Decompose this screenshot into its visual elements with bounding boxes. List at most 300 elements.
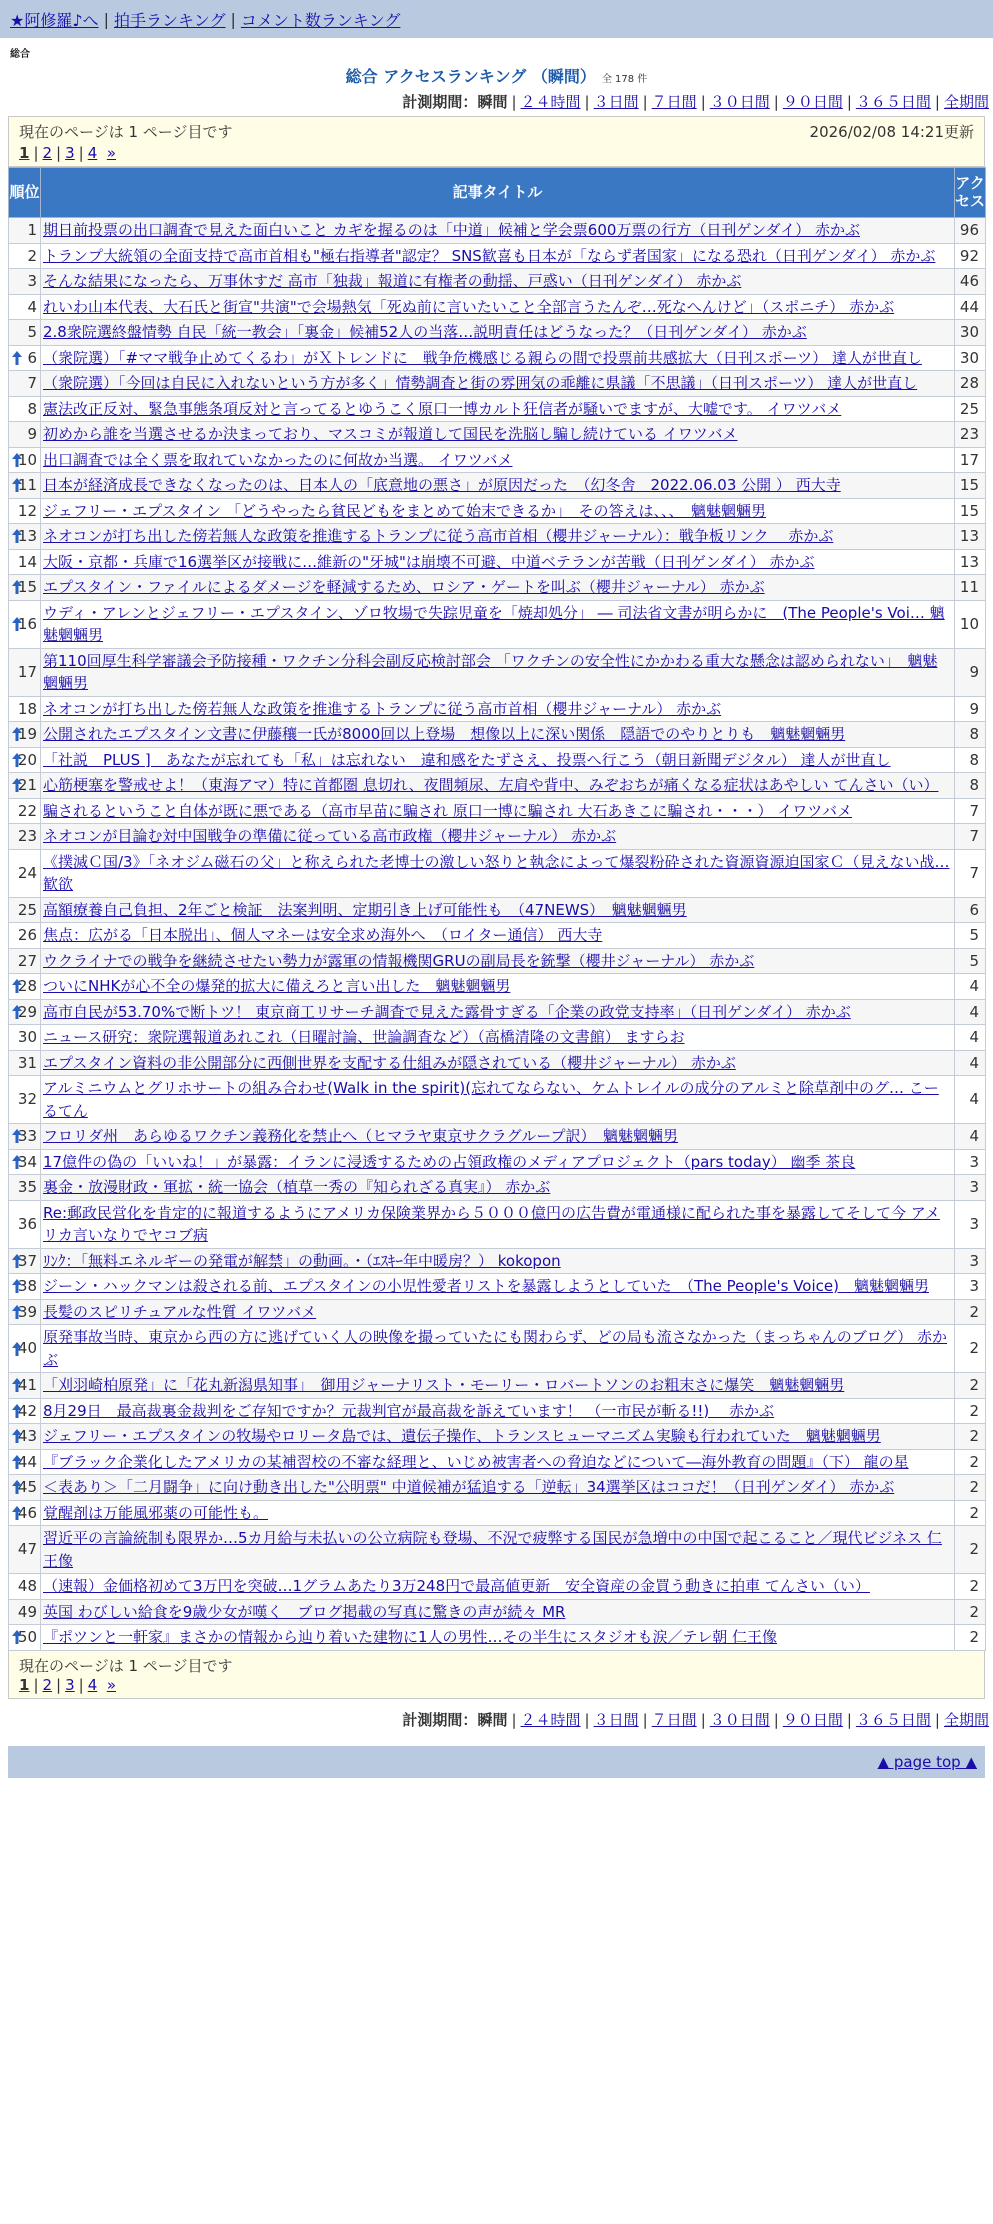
period-separator: | (642, 93, 648, 111)
title-cell (41, 824, 955, 850)
rank-number: 11 (17, 476, 37, 494)
rank-cell (9, 1175, 41, 1201)
table-row (9, 1398, 986, 1424)
article-link[interactable]: フロリダ州 あらゆるワクチン義務化を禁止へ（ヒマラヤ東京サクラグループ訳） 魑魅魍魎男 (43, 1127, 678, 1145)
period-link[interactable]: ３６５日間 (855, 1710, 931, 1729)
period-current: 瞬間 (477, 93, 508, 111)
access-count: 2 (955, 1500, 986, 1526)
rank-up-arrow-icon (12, 1404, 22, 1418)
article-link[interactable]: 《撲滅Ｃ国/3》「ネオジム磁石の父」と称えられた老博士の激しい怒りと執念によって爆裂粉砕された資源資源迫国家Ｃ（見えない战… 歓欲 (43, 852, 950, 893)
article-link[interactable]: 17億件の偽の「いいね！」が暴露：イランに浸透するための占領政権のメディアプロジェクト（pars today） 幽季 茶良 (43, 1152, 856, 1171)
period-link[interactable]: ９０日間 (782, 1710, 843, 1729)
rank-number: 9 (27, 425, 37, 443)
rank-cell (9, 1076, 41, 1124)
title-cell (41, 320, 955, 346)
period-link[interactable]: ３６５日間 (855, 93, 931, 111)
access-count: 30 (955, 320, 986, 346)
table-row (9, 897, 986, 923)
rank-cell (9, 473, 41, 499)
rank-cell (9, 849, 41, 897)
item-count: 全 178 件 (601, 74, 648, 85)
article-link[interactable]: 期日前投票の出口調査で見えた面白いこと カギを握るのは「中道」候補と学会票600万票の行方（日刊ゲンダイ） 赤かぶ (43, 221, 860, 239)
access-count: 2 (955, 1424, 986, 1450)
article-link[interactable]: 英国 わびしい給食を9歳少女が嘆く ブログ掲載の写真に驚きの声が続々 MR (43, 1602, 566, 1621)
page-link[interactable]: 2 (42, 144, 53, 162)
pager-bottom (8, 1651, 985, 1699)
updated-timestamp: 2026/02/08 14:21更新 (809, 123, 974, 141)
rank-cell (9, 1149, 41, 1175)
article-link[interactable]: 出口調査では全く票を取れていなかったのに何故か当選。 イワツバメ (43, 450, 513, 469)
article-link[interactable]: ついにNHKが心不全の爆発的拡大に備えろと言い出した 魑魅魍魎男 (43, 977, 511, 995)
table-row (9, 1449, 986, 1475)
article-link[interactable]: れいわ山本代表、大石氏と街宣"共演"で会場熱気「死ぬ前に言いたいこと全部言うたんぞ…死なへんけど」（スポニチ） 赤かぶ (43, 297, 895, 316)
rank-number: 3 (27, 272, 37, 290)
table-row (9, 1248, 986, 1274)
period-link[interactable]: ３０日間 (709, 93, 770, 111)
access-count: 2 (955, 1325, 986, 1373)
table-row (9, 1175, 986, 1201)
rank-number: 33 (17, 1127, 37, 1145)
title-cell (41, 798, 955, 824)
title-cell (41, 948, 955, 974)
table-row (9, 1325, 986, 1373)
rank-cell (9, 575, 41, 601)
article-link[interactable]: 「社説 PLUS ] あなたが忘れても「私」は忘れない 違和感をたずさえ、投票へ行こう（朝日新聞デジタル） 達人が世直し (43, 750, 891, 769)
table-row (9, 1500, 986, 1526)
rank-cell (9, 345, 41, 371)
period-separator: | (511, 93, 517, 111)
article-link[interactable]: そんな結果になったら、万事休すだ 高市「独裁」報道に有権者の動揺、戸惑い（日刊ゲンダイ） 赤かぶ (43, 272, 742, 290)
rank-up-arrow-icon (12, 453, 22, 467)
rank-cell (9, 1449, 41, 1475)
rank-up-arrow-icon (12, 1305, 22, 1319)
article-link[interactable]: 長髪のスピリチュアルな性質 イワツバメ (43, 1302, 317, 1321)
rank-up-arrow-icon (12, 1129, 22, 1143)
rank-cell (9, 1526, 41, 1574)
title-cell (41, 1373, 955, 1399)
article-link[interactable]: 大阪・京都・兵庫で16選挙区が接戦に…維新の"牙城"は崩壊不可避、中道ベテランが苦戦（日刊ゲンダイ） 赤かぶ (43, 552, 815, 571)
table-row (9, 1299, 986, 1325)
link-asyura-home[interactable]: ★阿修羅♪へ (10, 10, 99, 30)
table-row (9, 1124, 986, 1150)
rank-cell (9, 897, 41, 923)
article-link[interactable]: 2.8衆院選終盤情勢 自民「統一教会」「裏金」候補52人の当落…説明責任はどうなった？（日刊ゲンダイ） 赤かぶ (43, 323, 807, 341)
rank-number: 16 (17, 614, 37, 633)
rank-up-arrow-icon (12, 1342, 22, 1356)
period-link[interactable]: ９０日間 (782, 93, 843, 111)
article-link[interactable]: トランプ大統領の全面支持で高市首相も"極右指導者"認定？ SNS歓喜も日本が「ならず者国家」になる恐れ（日刊ゲンダイ） 赤かぶ (43, 246, 936, 265)
page-separator: | (33, 144, 39, 162)
rank-up-arrow-icon (12, 529, 22, 543)
access-count: 10 (955, 600, 986, 648)
rank-cell (9, 999, 41, 1025)
title-cell (41, 575, 955, 601)
access-count: 2 (955, 1625, 986, 1651)
period-link[interactable]: 全期間 (943, 93, 989, 111)
table-row (9, 849, 986, 897)
rank-number: 47 (17, 1540, 37, 1559)
table-row (9, 923, 986, 949)
rank-cell (9, 948, 41, 974)
period-link[interactable]: ２４時間 (520, 93, 581, 111)
article-link[interactable]: 公開されたエプスタイン文書に伊藤穰一氏が8000回以上登場 想像以上に深い関係 隠語でのやりとりも 魑魅魍魎男 (43, 725, 846, 743)
period-link[interactable]: ２４時間 (520, 1710, 581, 1729)
table-row (9, 320, 986, 346)
title-cell (41, 524, 955, 550)
table-row (9, 422, 986, 448)
page-top-link[interactable]: ▲ page top ▲ (877, 1752, 977, 1771)
rank-cell (9, 1599, 41, 1625)
rank-cell (9, 1050, 41, 1076)
title-cell (41, 218, 955, 244)
table-row (9, 1599, 986, 1625)
title-cell (41, 1200, 955, 1248)
rank-cell (9, 371, 41, 397)
rank-cell (9, 320, 41, 346)
table-row (9, 1424, 986, 1450)
title-cell (41, 773, 955, 799)
table-row (9, 473, 986, 499)
page-title-text: 総合 アクセスランキング （瞬間） (345, 67, 596, 86)
access-count: 5 (955, 948, 986, 974)
rank-number: 38 (17, 1277, 37, 1295)
article-link[interactable]: ﾘﾝｸ：「無料エネルギーの発電が解禁」の動画。・（ｴｽｷｰ年中暖房？） kokopon (43, 1251, 561, 1270)
article-link[interactable]: 騙されるということ自体が既に悪である（高市早苗に騙され 原口一博に騙され 大石あきこに騙され・・・） イワツバメ (43, 801, 853, 820)
table-row (9, 722, 986, 748)
title-cell (41, 396, 955, 422)
rank-number: 27 (17, 951, 37, 970)
period-separator: | (511, 1710, 517, 1729)
table-row (9, 345, 986, 371)
rank-number: 19 (17, 725, 37, 743)
rank-cell (9, 1325, 41, 1373)
rank-number: 17 (17, 662, 37, 681)
article-link[interactable]: 第110回厚生科学審議会予防接種・ワクチン分科会副反応検討部会 「ワクチンの安全性にかかわる重大な懸念は認められない」 魑魅魍魎男 (43, 651, 938, 692)
access-count: 7 (955, 798, 986, 824)
rank-cell (9, 1398, 41, 1424)
period-link[interactable]: ３０日間 (709, 1710, 770, 1729)
rank-number: 35 (17, 1178, 37, 1196)
access-count: 46 (955, 269, 986, 295)
period-link[interactable]: 全期間 (943, 1710, 989, 1729)
rank-up-arrow-icon (12, 1254, 22, 1268)
article-link[interactable]: 原発事故当時、東京から西の方に逃げていく人の映像を撮っていたにも関わらず、どの局も流さなかった（まっちゃんのブログ） 赤かぶ (43, 1328, 948, 1369)
title-cell (41, 549, 955, 575)
title-cell (41, 1325, 955, 1373)
article-link[interactable]: アルミニウムとグリホサートの組み合わせ(Walk in the spirit)(忘れてならない、ケムトレイルの成分のアルミと除草剤中のグ… こーるてん (43, 1079, 939, 1120)
article-link[interactable]: 高市自民が53.70%で断トツ！ 東京商工リサーチ調査で見えた露骨すぎる「企業の政党支持率」（日刊ゲンダイ） 赤かぶ (43, 1002, 851, 1021)
rank-cell (9, 773, 41, 799)
title-cell (41, 345, 955, 371)
period-link[interactable]: ３日間 (593, 93, 639, 111)
article-link[interactable]: ＜表あり＞「二月闘争」に向け動き出した"公明票" 中道候補が猛追する「逆転」34選挙区はココだ！（日刊ゲンダイ） 赤かぶ (43, 1478, 895, 1496)
title-cell (41, 999, 955, 1025)
rank-number: 45 (17, 1478, 37, 1496)
rank-up-arrow-icon (12, 1506, 22, 1520)
rank-number: 14 (17, 552, 37, 571)
title-cell (41, 923, 955, 949)
title-cell (41, 1050, 955, 1076)
page-separator: | (56, 1675, 62, 1694)
rank-cell (9, 1625, 41, 1651)
rank-cell (9, 648, 41, 696)
page-separator: | (33, 1675, 39, 1694)
title-cell (41, 1500, 955, 1526)
rank-cell (9, 974, 41, 1000)
article-link[interactable]: （衆院選）「今回は自民に入れないという方が多く」情勢調査と街の雰囲気の乖離に県議「不思議」（日刊スポーツ） 達人が世直し (43, 374, 918, 392)
period-separator: | (934, 93, 940, 111)
rank-number: 39 (17, 1302, 37, 1321)
title-cell (41, 422, 955, 448)
table-row (9, 1274, 986, 1300)
article-link[interactable]: 焦点：広がる「日本脱出」、個人マネーは安全求め海外へ （ロイター通信） 西大寺 (43, 926, 603, 944)
access-count: 96 (955, 218, 986, 244)
article-link[interactable]: ジェフリー・エプスタイン 「どうやったら貧民どもをまとめて始末できるか」 その答えは、、、 魑魅魍魎男 (43, 501, 766, 520)
header-access: アクセス (955, 168, 986, 218)
ranking-table (8, 167, 986, 1651)
period-separator: | (642, 1710, 648, 1729)
rank-up-arrow-icon (12, 727, 22, 741)
link-comment-ranking[interactable]: コメント数ランキング (240, 10, 401, 30)
title-cell (41, 1175, 955, 1201)
rank-cell (9, 747, 41, 773)
table-row (9, 798, 986, 824)
rank-up-arrow-icon (12, 580, 22, 594)
title-cell (41, 897, 955, 923)
rank-number: 25 (17, 900, 37, 919)
article-link[interactable]: 『ブラック企業化したアメリカの某補習校の不審な経理と、いじめ被害者への脅迫などについて―海外教育の問題』（下） 龍の星 (43, 1452, 909, 1471)
rank-number: 34 (17, 1152, 37, 1171)
title-cell (41, 1025, 955, 1051)
access-count: 9 (955, 648, 986, 696)
page-status: 現在のページは 1 ページ目です (19, 1656, 233, 1675)
rank-number: 5 (27, 323, 37, 341)
article-link[interactable]: 裏金・放漫財政・軍拡・統一協会（植草一秀の『知られざる真実』） 赤かぶ (43, 1178, 551, 1196)
access-count: 4 (955, 999, 986, 1025)
link-clap-ranking[interactable]: 拍手ランキング (113, 10, 226, 30)
access-count: 3 (955, 1274, 986, 1300)
title-cell (41, 974, 955, 1000)
article-link[interactable]: 高額療養自己負担、2年ごと検証 法案判明、定期引き上げ可能性も （47NEWS） 魑魅魍魎男 (43, 900, 687, 919)
article-link[interactable]: 覚醒剤は万能風邪薬の可能性も。 (43, 1503, 269, 1522)
rank-cell (9, 1299, 41, 1325)
article-link[interactable]: Re:郵政民営化を肯定的に報道するようにアメリカ保険業界から５０００億円の広告費が電通様に配られた事を暴露してそして今 アメリカ言いなりでヤコブ病 (43, 1203, 940, 1244)
title-cell (41, 447, 955, 473)
article-link[interactable]: 日本が経済成長できなくなったのは、日本人の「底意地の悪さ」が原因だった （幻冬舎 2022.06.03 公開 ） 西大寺 (43, 476, 841, 494)
table-row (9, 269, 986, 295)
period-separator: | (584, 93, 590, 111)
title-cell (41, 1574, 955, 1600)
rank-cell (9, 722, 41, 748)
period-link[interactable]: ７日間 (651, 93, 697, 111)
access-count: 2 (955, 1599, 986, 1625)
page-next-link[interactable]: » (106, 1675, 116, 1694)
page-link[interactable]: 4 (87, 1675, 98, 1694)
access-count: 13 (955, 549, 986, 575)
period-selector (0, 1709, 993, 1730)
rank-cell (9, 1373, 41, 1399)
table-row (9, 218, 986, 244)
rank-up-arrow-icon (12, 617, 22, 631)
access-count: 4 (955, 974, 986, 1000)
period-separator: | (934, 1710, 940, 1729)
title-cell (41, 747, 955, 773)
table-row (9, 1050, 986, 1076)
rank-cell (9, 824, 41, 850)
article-link[interactable]: エプスタイン・ファイルによるダメージを軽減するため、ロシア・ゲートを叫ぶ（櫻井ジャーナル） 赤かぶ (43, 578, 765, 596)
page-link[interactable]: 2 (42, 1675, 53, 1694)
rank-cell (9, 218, 41, 244)
table-row (9, 1526, 986, 1574)
article-link[interactable]: ニュース研究：衆院選報道あれこれ（日曜討論、世論調査など）（高橋清隆の文書館） ますらお (43, 1028, 685, 1046)
table-row (9, 575, 986, 601)
title-cell (41, 498, 955, 524)
period-link[interactable]: ７日間 (651, 1710, 697, 1729)
article-link[interactable]: 憲法改正反対、緊急事態条項反対と言ってるとゆうこく原口一博カルト狂信者が騒いでますが、大嘘です。 イワツバメ (43, 399, 842, 418)
article-link[interactable]: ジェフリー・エプスタインの牧場やロリータ島では、遺伝子操作、トランスヒューマニズム実験も行われていた 魑魅魍魎男 (43, 1427, 881, 1445)
rank-up-arrow-icon (12, 753, 22, 767)
period-link[interactable]: ３日間 (593, 1710, 639, 1729)
article-link[interactable]: （衆院選）「#ママ戦争止めてくるわ」がＸトレンドに 戦争危機感じる親らの間で投票前共感拡大（日刊スポーツ） 達人が世直し (43, 348, 922, 367)
access-count: 44 (955, 294, 986, 320)
rank-cell (9, 1248, 41, 1274)
rank-up-arrow-icon (12, 778, 22, 792)
access-count: 3 (955, 1175, 986, 1201)
period-separator: | (846, 93, 852, 111)
page-separator: | (78, 1675, 84, 1694)
article-link[interactable]: エプスタイン資料の非公開部分に西側世界を支配する仕組みが隠されている（櫻井ジャーナル） 赤かぶ (43, 1053, 736, 1072)
table-row (9, 648, 986, 696)
access-count: 23 (955, 422, 986, 448)
rank-number: 49 (17, 1602, 37, 1621)
table-row (9, 1149, 986, 1175)
article-link[interactable]: 『ポツンと一軒家』まさかの情報から辿り着いた建物に1人の男性…その半生にスタジオも涙／テレ朝 仁王像 (43, 1628, 778, 1646)
rank-cell (9, 524, 41, 550)
table-row (9, 498, 986, 524)
table-row (9, 294, 986, 320)
page-link[interactable]: 3 (65, 1675, 75, 1694)
rank-number: 23 (17, 827, 37, 845)
rank-number: 37 (17, 1251, 37, 1270)
table-row (9, 396, 986, 422)
rank-number: 10 (17, 450, 37, 469)
rank-cell (9, 1025, 41, 1051)
access-count: 2 (955, 1475, 986, 1501)
article-link[interactable]: 初めから誰を当選させるか決まっており、マスコミが報道して国民を洗脳し騙し続けている イワツバメ (43, 425, 738, 443)
table-row (9, 1076, 986, 1124)
title-cell (41, 1149, 955, 1175)
title-cell (41, 1625, 955, 1651)
period-current: 瞬間 (477, 1710, 508, 1729)
article-link[interactable]: 心筋梗塞を警戒せよ！（東海アマ）特に首都圏 息切れ、夜間頻尿、左肩や背中、みぞおちが痛くなる症状はあやしい てんさい（い） (43, 776, 939, 794)
rank-up-arrow-icon (12, 1155, 22, 1169)
access-count: 8 (955, 773, 986, 799)
rank-up-arrow-icon (12, 1480, 22, 1494)
rank-number: 50 (17, 1628, 37, 1646)
table-row (9, 447, 986, 473)
access-count: 2 (955, 1299, 986, 1325)
rank-number: 24 (17, 863, 37, 882)
rank-cell (9, 447, 41, 473)
period-label: 計測期間： (402, 93, 478, 111)
page-link[interactable]: 3 (65, 144, 75, 162)
rank-number: 46 (17, 1503, 37, 1522)
access-count: 11 (955, 575, 986, 601)
title-cell (41, 1599, 955, 1625)
access-count: 4 (955, 1124, 986, 1150)
article-link[interactable]: （速報）金価格初めて3万円を突破…1グラムあたり3万248円で最高値更新 安全資産の金買う動きに拍車 てんさい（い） (43, 1577, 870, 1595)
access-count: 15 (955, 498, 986, 524)
title-cell (41, 696, 955, 722)
page-next-link[interactable]: » (106, 144, 116, 162)
access-count: 3 (955, 1248, 986, 1274)
title-cell (41, 1475, 955, 1501)
access-count: 8 (955, 722, 986, 748)
page-title (0, 64, 993, 87)
article-link[interactable]: 習近平の言論統制も限界か…5カ月給与未払いの公立病院も登場、不況で疲弊する国民が急増中の中国で起こること／現代ビジネス 仁王像 (43, 1529, 942, 1570)
article-link[interactable]: ウディ・アレンとジェフリー・エプスタイン、ゾロ牧場で失踪児童を「焼却処分」 ― 司法省文書が明らかに (The People's Voi… 魑魅魍魎男 (43, 603, 945, 644)
pagination (19, 144, 974, 162)
access-count: 5 (955, 923, 986, 949)
access-count: 6 (955, 897, 986, 923)
access-count: 7 (955, 849, 986, 897)
access-count: 28 (955, 371, 986, 397)
page-link[interactable]: 4 (87, 144, 98, 162)
rank-number: 36 (17, 1214, 37, 1233)
table-row (9, 600, 986, 648)
rank-number: 4 (27, 297, 37, 316)
page-separator: | (56, 144, 62, 162)
article-link[interactable]: ネオコンが打ち出した傍若無人な政策を推進するトランプに従う高市首相（櫻井ジャーナル）：戦争板リンク 赤かぶ (43, 527, 834, 545)
category-label: 総合 (10, 49, 30, 60)
title-cell (41, 648, 955, 696)
period-separator: | (773, 93, 779, 111)
rank-cell (9, 422, 41, 448)
table-row (9, 747, 986, 773)
rank-number: 13 (17, 527, 37, 545)
rank-cell (9, 498, 41, 524)
table-row (9, 999, 986, 1025)
table-row (9, 773, 986, 799)
period-separator: | (700, 93, 706, 111)
rank-number: 29 (17, 1002, 37, 1021)
article-link[interactable]: ジーン・ハックマンは殺される前、エプスタインの小児性愛者リストを暴露しようとしていた （The People's Voice) 魑魅魍魎男 (43, 1277, 929, 1295)
page-current: 1 (19, 144, 30, 162)
access-count: 7 (955, 824, 986, 850)
rank-cell (9, 1475, 41, 1501)
table-row (9, 1200, 986, 1248)
article-link[interactable]: ネオコンが目論む対中国戦争の準備に従っている高市政権（櫻井ジャーナル） 赤かぶ (43, 827, 617, 845)
title-cell (41, 371, 955, 397)
title-cell (41, 269, 955, 295)
access-count: 13 (955, 524, 986, 550)
rank-number: 6 (27, 348, 37, 367)
access-count: 2 (955, 1449, 986, 1475)
article-link[interactable]: 8月29日 最高裁裏金裁判をご存知ですか？元裁判官が最高裁を訴えています！ （一市民が斬る!!) 赤かぶ (43, 1401, 775, 1420)
article-link[interactable]: ネオコンが打ち出した傍若無人な政策を推進するトランプに従う高市首相（櫻井ジャーナル） 赤かぶ (43, 699, 722, 718)
rank-number: 32 (17, 1090, 37, 1109)
article-link[interactable]: ウクライナでの戦争を継続させたい勢力が露軍の情報機関GRUの副局長を銃撃（櫻井ジャーナル） 赤かぶ (43, 951, 755, 970)
rank-number: 31 (17, 1053, 37, 1072)
rank-number: 15 (17, 578, 37, 596)
period-separator: | (846, 1710, 852, 1729)
table-row (9, 1574, 986, 1600)
article-link[interactable]: 「刈羽崎柏原発」に「花丸新潟県知事」 御用ジャーナリスト・モーリー・ロバートソンのお粗末さに爆笑 魑魅魍魎男 (43, 1376, 845, 1394)
rank-cell (9, 798, 41, 824)
access-count: 3 (955, 1149, 986, 1175)
period-separator: | (584, 1710, 590, 1729)
rank-up-arrow-icon (12, 1279, 22, 1293)
